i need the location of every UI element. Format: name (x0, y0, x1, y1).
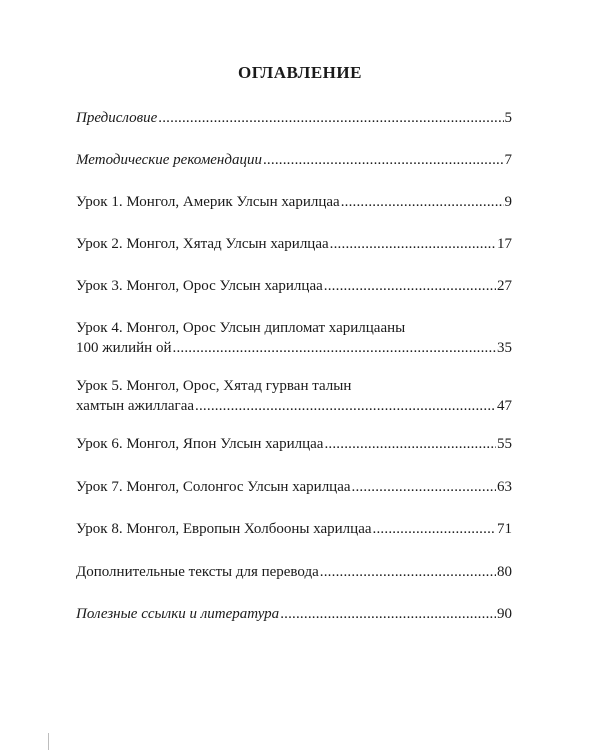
toc-entry-title: Урок 8. Монгол, Европын Холбооны харилцаа (76, 521, 372, 537)
toc-entry-preface[interactable] (76, 108, 512, 128)
dot-leader (330, 234, 496, 254)
toc-entry-title-line1: Урок 4. Монгол, Орос Улсын дипломат харилцааны (76, 320, 406, 336)
margin-line (48, 733, 49, 750)
toc-entry-title: Урок 7. Монгол, Солонгос Улсын харилцаа (76, 479, 351, 495)
toc-entry-lesson-7[interactable] (76, 477, 512, 497)
dot-leader (158, 108, 503, 128)
toc-entry-title: Урок 6. Монгол, Япон Улсын харилцаа (76, 436, 324, 452)
toc-entry-methodical-recommendations[interactable] (76, 150, 512, 170)
page-title: ОГЛАВЛЕНИЕ (238, 63, 362, 82)
toc-page-number: 7 (504, 152, 512, 168)
toc-page-number: 5 (504, 110, 512, 126)
dot-leader (324, 434, 496, 454)
toc-entry-title: Полезные ссылки и литература (76, 606, 280, 622)
toc-page-number: 80 (497, 564, 512, 580)
dot-leader (195, 396, 496, 416)
dot-leader (263, 150, 504, 170)
toc-entry-lesson-6[interactable] (76, 434, 512, 454)
toc-page-number: 55 (497, 436, 512, 452)
toc-entry-title: Методические рекомендации (76, 152, 262, 168)
toc-page-number: 71 (497, 521, 512, 537)
toc-entry-additional-texts[interactable] (76, 562, 512, 582)
toc-page-number: 9 (504, 194, 512, 210)
toc-entry-title: Урок 3. Монгол, Орос Улсын харилцаа (76, 278, 323, 294)
dot-leader (320, 562, 496, 582)
toc-entry-title-line2: 100 жилийн ой (76, 340, 172, 356)
dot-leader (324, 276, 496, 296)
toc-page-number: 27 (497, 278, 512, 294)
dot-leader (352, 477, 496, 497)
toc-page-number: 35 (497, 340, 512, 356)
toc-page-number: 90 (497, 606, 512, 622)
toc-entry-lesson-5[interactable] (76, 376, 512, 416)
toc-page-number: 63 (497, 479, 512, 495)
dot-leader (341, 192, 504, 212)
toc-entry-title-line1: Урок 5. Монгол, Орос, Хятад гурван талын (76, 378, 352, 394)
toc-page-number: 47 (497, 398, 512, 414)
toc-page-number: 17 (497, 236, 512, 252)
toc-entry-lesson-2[interactable] (76, 234, 512, 254)
toc-entry-lesson-3[interactable] (76, 276, 512, 296)
toc-entry-lesson-1[interactable] (76, 192, 512, 212)
toc-entry-lesson-8[interactable] (76, 519, 512, 539)
toc-entry-title: Урок 2. Монгол, Хятад Улсын харилцаа (76, 236, 329, 252)
toc-entry-lesson-4[interactable] (76, 318, 512, 358)
toc-entry-title: Дополнительные тексты для перевода (76, 564, 319, 580)
toc-entry-useful-links[interactable] (76, 604, 512, 624)
dot-leader (280, 604, 496, 624)
toc-entry-title-line2: хамтын ажиллагаа (76, 398, 195, 414)
toc-entry-title: Предисловие (76, 110, 158, 126)
dot-leader (373, 519, 496, 539)
toc-entry-title: Урок 1. Монгол, Америк Улсын харилцаа (76, 194, 340, 210)
dot-leader (173, 338, 497, 358)
